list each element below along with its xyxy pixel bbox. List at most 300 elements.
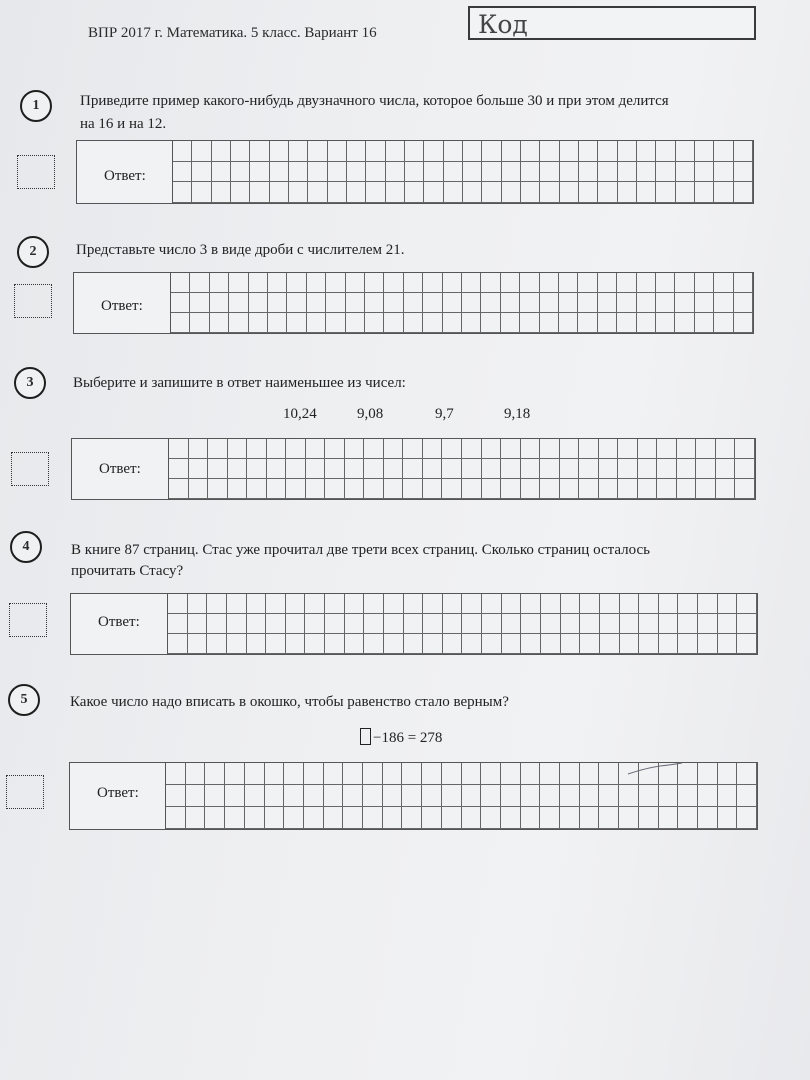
answer-cell[interactable] — [734, 293, 753, 313]
answer-cell[interactable] — [208, 439, 228, 459]
answer-cell[interactable] — [501, 807, 521, 829]
answer-cell[interactable] — [363, 763, 383, 785]
answer-cell[interactable] — [190, 273, 209, 293]
answer-cell[interactable] — [227, 594, 247, 614]
answer-cell[interactable] — [463, 162, 482, 183]
answer-cell[interactable] — [540, 763, 560, 785]
answer-cell[interactable] — [266, 614, 286, 634]
answer-cell[interactable] — [268, 313, 287, 333]
answer-cell[interactable] — [659, 594, 679, 614]
answer-cell[interactable] — [442, 807, 462, 829]
answer-cell[interactable] — [578, 293, 597, 313]
answer-cell[interactable] — [716, 459, 736, 479]
answer-cell[interactable] — [384, 459, 404, 479]
answer-cell[interactable] — [268, 273, 287, 293]
answer-cell[interactable] — [521, 182, 540, 203]
answer-cell[interactable] — [192, 182, 211, 203]
answer-cell[interactable] — [678, 785, 698, 807]
answer-cell[interactable] — [734, 162, 753, 183]
answer-cell[interactable] — [560, 459, 580, 479]
answer-cell[interactable] — [502, 162, 521, 183]
answer-cell[interactable] — [599, 479, 619, 499]
answer-cell[interactable] — [676, 162, 695, 183]
answer-cell[interactable] — [540, 459, 560, 479]
answer-cell[interactable] — [540, 439, 560, 459]
answer-cell[interactable] — [637, 182, 656, 203]
answer-cell[interactable] — [659, 785, 679, 807]
answer-cell[interactable] — [618, 479, 638, 499]
answer-cell[interactable] — [580, 614, 600, 634]
answer-cell[interactable] — [482, 439, 502, 459]
answer-cell[interactable] — [386, 141, 405, 162]
answer-cell[interactable] — [521, 439, 541, 459]
answer-cell[interactable] — [442, 763, 462, 785]
answer-cell[interactable] — [227, 634, 247, 654]
answer-cell[interactable] — [737, 807, 757, 829]
answer-cell[interactable] — [540, 182, 559, 203]
answer-cell[interactable] — [718, 785, 738, 807]
answer-cell[interactable] — [247, 459, 267, 479]
answer-cell[interactable] — [698, 807, 718, 829]
answer-cell[interactable] — [166, 785, 186, 807]
answer-cell[interactable] — [186, 807, 206, 829]
answer-cell[interactable] — [169, 439, 189, 459]
answer-cell[interactable] — [637, 313, 656, 333]
answer-cell[interactable] — [462, 313, 481, 333]
answer-cell[interactable] — [481, 785, 501, 807]
answer-cell[interactable] — [521, 479, 541, 499]
answer-cell[interactable] — [599, 807, 619, 829]
answer-cell[interactable] — [481, 273, 500, 293]
answer-cell[interactable] — [560, 807, 580, 829]
answer-cell[interactable] — [637, 162, 656, 183]
answer-cell[interactable] — [520, 273, 539, 293]
answer-cell[interactable] — [678, 807, 698, 829]
answer-cell[interactable] — [384, 313, 403, 333]
answer-cell[interactable] — [365, 273, 384, 293]
answer-cell[interactable] — [716, 479, 736, 499]
answer-cell[interactable] — [698, 763, 718, 785]
answer-cell[interactable] — [521, 459, 541, 479]
answer-cell[interactable] — [638, 479, 658, 499]
answer-cell[interactable] — [599, 785, 619, 807]
answer-cell[interactable] — [443, 273, 462, 293]
answer-cell[interactable] — [620, 634, 640, 654]
answer-cell[interactable] — [463, 182, 482, 203]
answer-cell[interactable] — [617, 313, 636, 333]
answer-cell[interactable] — [166, 763, 186, 785]
answer-cell[interactable] — [600, 614, 620, 634]
answer-cell[interactable] — [540, 313, 559, 333]
answer-cell[interactable] — [307, 313, 326, 333]
answer-cell[interactable] — [384, 614, 404, 634]
answer-cell[interactable] — [383, 763, 403, 785]
answer-cell[interactable] — [308, 141, 327, 162]
answer-cell[interactable] — [561, 614, 581, 634]
answer-cell[interactable] — [462, 273, 481, 293]
answer-cell[interactable] — [677, 439, 697, 459]
answer-cell[interactable] — [346, 273, 365, 293]
answer-cell[interactable] — [714, 313, 733, 333]
answer-cell[interactable] — [598, 293, 617, 313]
answer-cell[interactable] — [482, 594, 502, 614]
answer-cell[interactable] — [270, 141, 289, 162]
answer-cell[interactable] — [228, 439, 248, 459]
answer-cell[interactable] — [250, 162, 269, 183]
answer-cell[interactable] — [481, 313, 500, 333]
answer-cell[interactable] — [714, 293, 733, 313]
answer-cell[interactable] — [305, 614, 325, 634]
answer-cell[interactable] — [598, 162, 617, 183]
answer-cell[interactable] — [250, 182, 269, 203]
answer-cell[interactable] — [540, 162, 559, 183]
answer-cell[interactable] — [462, 634, 482, 654]
answer-cell[interactable] — [247, 439, 267, 459]
answer-cell[interactable] — [638, 459, 658, 479]
answer-cell[interactable] — [598, 313, 617, 333]
answer-cell[interactable] — [618, 459, 638, 479]
answer-cell[interactable] — [384, 594, 404, 614]
answer-cell[interactable] — [229, 313, 248, 333]
answer-cell[interactable] — [502, 634, 522, 654]
answer-cell[interactable] — [734, 182, 753, 203]
answer-cell[interactable] — [402, 763, 422, 785]
answer-cell[interactable] — [598, 182, 617, 203]
answer-cell[interactable] — [190, 313, 209, 333]
answer-cell[interactable] — [212, 182, 231, 203]
answer-cell[interactable] — [579, 479, 599, 499]
answer-cell[interactable] — [405, 182, 424, 203]
answer-cell[interactable] — [383, 807, 403, 829]
answer-cell[interactable] — [442, 439, 462, 459]
answer-cell[interactable] — [284, 785, 304, 807]
answer-cell[interactable] — [286, 594, 306, 614]
answer-cell[interactable] — [520, 293, 539, 313]
answer-cell[interactable] — [620, 594, 640, 614]
answer-cell[interactable] — [698, 785, 718, 807]
answer-cell[interactable] — [718, 614, 738, 634]
answer-cell[interactable] — [265, 807, 285, 829]
answer-cell[interactable] — [423, 594, 443, 614]
answer-cell[interactable] — [188, 614, 208, 634]
answer-cell[interactable] — [270, 162, 289, 183]
answer-cell[interactable] — [168, 594, 188, 614]
answer-cell[interactable] — [366, 182, 385, 203]
answer-cell[interactable] — [481, 293, 500, 313]
answer-cell[interactable] — [735, 459, 755, 479]
answer-cell[interactable] — [734, 141, 753, 162]
answer-cell[interactable] — [265, 785, 285, 807]
answer-cell[interactable] — [443, 614, 463, 634]
answer-cell[interactable] — [326, 273, 345, 293]
answer-cell[interactable] — [210, 293, 229, 313]
answer-cell[interactable] — [521, 763, 541, 785]
answer-cell[interactable] — [304, 807, 324, 829]
answer-cell[interactable] — [560, 479, 580, 499]
answer-cell[interactable] — [424, 182, 443, 203]
answer-cell[interactable] — [656, 162, 675, 183]
answer-grid-3[interactable] — [168, 439, 755, 499]
answer-cell[interactable] — [307, 273, 326, 293]
answer-cell[interactable] — [266, 634, 286, 654]
answer-cell[interactable] — [716, 439, 736, 459]
answer-cell[interactable] — [560, 785, 580, 807]
answer-cell[interactable] — [405, 162, 424, 183]
answer-cell[interactable] — [540, 273, 559, 293]
answer-cell[interactable] — [579, 162, 598, 183]
answer-cell[interactable] — [618, 141, 637, 162]
answer-cell[interactable] — [250, 141, 269, 162]
answer-cell[interactable] — [306, 439, 326, 459]
answer-cell[interactable] — [735, 479, 755, 499]
answer-cell[interactable] — [659, 634, 679, 654]
answer-cell[interactable] — [225, 785, 245, 807]
answer-cell[interactable] — [677, 459, 697, 479]
answer-cell[interactable] — [659, 807, 679, 829]
answer-cell[interactable] — [343, 807, 363, 829]
answer-cell[interactable] — [363, 807, 383, 829]
answer-cell[interactable] — [287, 293, 306, 313]
answer-cell[interactable] — [423, 273, 442, 293]
answer-cell[interactable] — [540, 785, 560, 807]
answer-cell[interactable] — [481, 763, 501, 785]
answer-cell[interactable] — [579, 141, 598, 162]
answer-cell[interactable] — [714, 141, 733, 162]
answer-cell[interactable] — [346, 313, 365, 333]
answer-cell[interactable] — [346, 293, 365, 313]
answer-cell[interactable] — [345, 594, 365, 614]
answer-cell[interactable] — [578, 273, 597, 293]
answer-cell[interactable] — [208, 479, 228, 499]
answer-cell[interactable] — [386, 182, 405, 203]
answer-cell[interactable] — [620, 614, 640, 634]
answer-cell[interactable] — [386, 162, 405, 183]
answer-cell[interactable] — [698, 634, 718, 654]
answer-cell[interactable] — [249, 273, 268, 293]
answer-cell[interactable] — [696, 479, 716, 499]
answer-cell[interactable] — [501, 479, 521, 499]
answer-cell[interactable] — [656, 141, 675, 162]
answer-cell[interactable] — [501, 313, 520, 333]
answer-box-1[interactable] — [76, 140, 754, 204]
answer-cell[interactable] — [637, 273, 656, 293]
answer-cell[interactable] — [676, 182, 695, 203]
answer-cell[interactable] — [284, 763, 304, 785]
answer-cell[interactable] — [462, 479, 482, 499]
answer-cell[interactable] — [225, 807, 245, 829]
answer-cell[interactable] — [365, 313, 384, 333]
answer-cell[interactable] — [403, 459, 423, 479]
answer-cell[interactable] — [638, 439, 658, 459]
answer-cell[interactable] — [617, 273, 636, 293]
answer-cell[interactable] — [735, 439, 755, 459]
answer-cell[interactable] — [325, 479, 345, 499]
answer-cell[interactable] — [247, 634, 267, 654]
answer-cell[interactable] — [404, 594, 424, 614]
answer-cell[interactable] — [561, 594, 581, 614]
answer-cell[interactable] — [192, 162, 211, 183]
answer-grid-4[interactable] — [167, 594, 757, 654]
answer-cell[interactable] — [325, 614, 345, 634]
answer-cell[interactable] — [207, 594, 227, 614]
answer-cell[interactable] — [249, 293, 268, 313]
answer-cell[interactable] — [289, 141, 308, 162]
answer-cell[interactable] — [714, 273, 733, 293]
answer-cell[interactable] — [737, 594, 757, 614]
answer-cell[interactable] — [171, 313, 190, 333]
answer-cell[interactable] — [502, 594, 522, 614]
answer-cell[interactable] — [345, 634, 365, 654]
answer-cell[interactable] — [384, 273, 403, 293]
answer-cell[interactable] — [305, 594, 325, 614]
answer-cell[interactable] — [424, 162, 443, 183]
answer-cell[interactable] — [462, 785, 482, 807]
answer-cell[interactable] — [268, 293, 287, 313]
answer-cell[interactable] — [347, 141, 366, 162]
answer-cell[interactable] — [188, 634, 208, 654]
answer-cell[interactable] — [501, 785, 521, 807]
answer-cell[interactable] — [404, 614, 424, 634]
answer-cell[interactable] — [675, 293, 694, 313]
answer-cell[interactable] — [578, 313, 597, 333]
answer-cell[interactable] — [326, 313, 345, 333]
answer-cell[interactable] — [422, 807, 442, 829]
answer-cell[interactable] — [225, 763, 245, 785]
answer-cell[interactable] — [521, 162, 540, 183]
answer-cell[interactable] — [541, 614, 561, 634]
answer-cell[interactable] — [580, 763, 600, 785]
answer-cell[interactable] — [639, 807, 659, 829]
answer-cell[interactable] — [580, 785, 600, 807]
answer-cell[interactable] — [186, 763, 206, 785]
answer-cell[interactable] — [718, 594, 738, 614]
answer-cell[interactable] — [443, 594, 463, 614]
answer-cell[interactable] — [306, 459, 326, 479]
answer-cell[interactable] — [501, 273, 520, 293]
answer-cell[interactable] — [540, 807, 560, 829]
answer-cell[interactable] — [267, 459, 287, 479]
answer-cell[interactable] — [657, 459, 677, 479]
answer-cell[interactable] — [304, 763, 324, 785]
answer-cell[interactable] — [443, 313, 462, 333]
answer-cell[interactable] — [384, 479, 404, 499]
answer-cell[interactable] — [737, 785, 757, 807]
answer-cell[interactable] — [598, 273, 617, 293]
answer-cell[interactable] — [579, 182, 598, 203]
answer-cell[interactable] — [192, 141, 211, 162]
answer-cell[interactable] — [424, 141, 443, 162]
answer-cell[interactable] — [482, 479, 502, 499]
answer-cell[interactable] — [521, 634, 541, 654]
answer-cell[interactable] — [364, 439, 384, 459]
answer-cell[interactable] — [286, 459, 306, 479]
answer-cell[interactable] — [618, 439, 638, 459]
answer-cell[interactable] — [168, 634, 188, 654]
answer-cell[interactable] — [482, 141, 501, 162]
answer-cell[interactable] — [541, 594, 561, 614]
answer-cell[interactable] — [207, 634, 227, 654]
answer-cell[interactable] — [656, 313, 675, 333]
answer-cell[interactable] — [405, 141, 424, 162]
answer-cell[interactable] — [599, 763, 619, 785]
answer-cell[interactable] — [245, 807, 265, 829]
answer-cell[interactable] — [212, 162, 231, 183]
answer-cell[interactable] — [696, 459, 716, 479]
answer-cell[interactable] — [212, 141, 231, 162]
answer-cell[interactable] — [169, 479, 189, 499]
answer-cell[interactable] — [347, 162, 366, 183]
answer-cell[interactable] — [169, 459, 189, 479]
answer-cell[interactable] — [718, 763, 738, 785]
answer-cell[interactable] — [734, 273, 753, 293]
answer-cell[interactable] — [695, 313, 714, 333]
answer-cell[interactable] — [462, 594, 482, 614]
answer-cell[interactable] — [324, 807, 344, 829]
answer-cell[interactable] — [422, 763, 442, 785]
answer-cell[interactable] — [521, 807, 541, 829]
answer-cell[interactable] — [599, 459, 619, 479]
answer-cell[interactable] — [365, 293, 384, 313]
answer-cell[interactable] — [677, 479, 697, 499]
answer-cell[interactable] — [462, 807, 482, 829]
answer-cell[interactable] — [308, 182, 327, 203]
answer-cell[interactable] — [326, 293, 345, 313]
answer-cell[interactable] — [559, 273, 578, 293]
answer-cell[interactable] — [579, 459, 599, 479]
answer-cell[interactable] — [345, 479, 365, 499]
answer-cell[interactable] — [482, 634, 502, 654]
answer-cell[interactable] — [637, 141, 656, 162]
answer-cell[interactable] — [520, 313, 539, 333]
answer-cell[interactable] — [404, 273, 423, 293]
answer-cell[interactable] — [384, 634, 404, 654]
answer-cell[interactable] — [403, 439, 423, 459]
answer-cell[interactable] — [328, 141, 347, 162]
answer-cell[interactable] — [190, 293, 209, 313]
answer-cell[interactable] — [501, 439, 521, 459]
answer-cell[interactable] — [267, 439, 287, 459]
answer-cell[interactable] — [402, 807, 422, 829]
answer-cell[interactable] — [639, 785, 659, 807]
answer-cell[interactable] — [345, 459, 365, 479]
answer-cell[interactable] — [502, 614, 522, 634]
answer-cell[interactable] — [462, 293, 481, 313]
answer-cell[interactable] — [521, 141, 540, 162]
answer-cell[interactable] — [443, 634, 463, 654]
answer-cell[interactable] — [307, 293, 326, 313]
answer-cell[interactable] — [266, 594, 286, 614]
answer-box-4[interactable] — [70, 593, 758, 655]
answer-cell[interactable] — [363, 785, 383, 807]
answer-cell[interactable] — [656, 293, 675, 313]
answer-cell[interactable] — [560, 439, 580, 459]
answer-cell[interactable] — [205, 807, 225, 829]
answer-cell[interactable] — [714, 182, 733, 203]
answer-cell[interactable] — [402, 785, 422, 807]
answer-cell[interactable] — [364, 634, 384, 654]
answer-cell[interactable] — [559, 293, 578, 313]
answer-cell[interactable] — [231, 162, 250, 183]
answer-cell[interactable] — [482, 182, 501, 203]
answer-cell[interactable] — [676, 141, 695, 162]
answer-box-2[interactable] — [73, 272, 754, 334]
answer-cell[interactable] — [482, 162, 501, 183]
answer-cell[interactable] — [737, 614, 757, 634]
answer-cell[interactable] — [328, 182, 347, 203]
answer-cell[interactable] — [423, 634, 443, 654]
answer-cell[interactable] — [325, 459, 345, 479]
answer-cell[interactable] — [718, 634, 738, 654]
